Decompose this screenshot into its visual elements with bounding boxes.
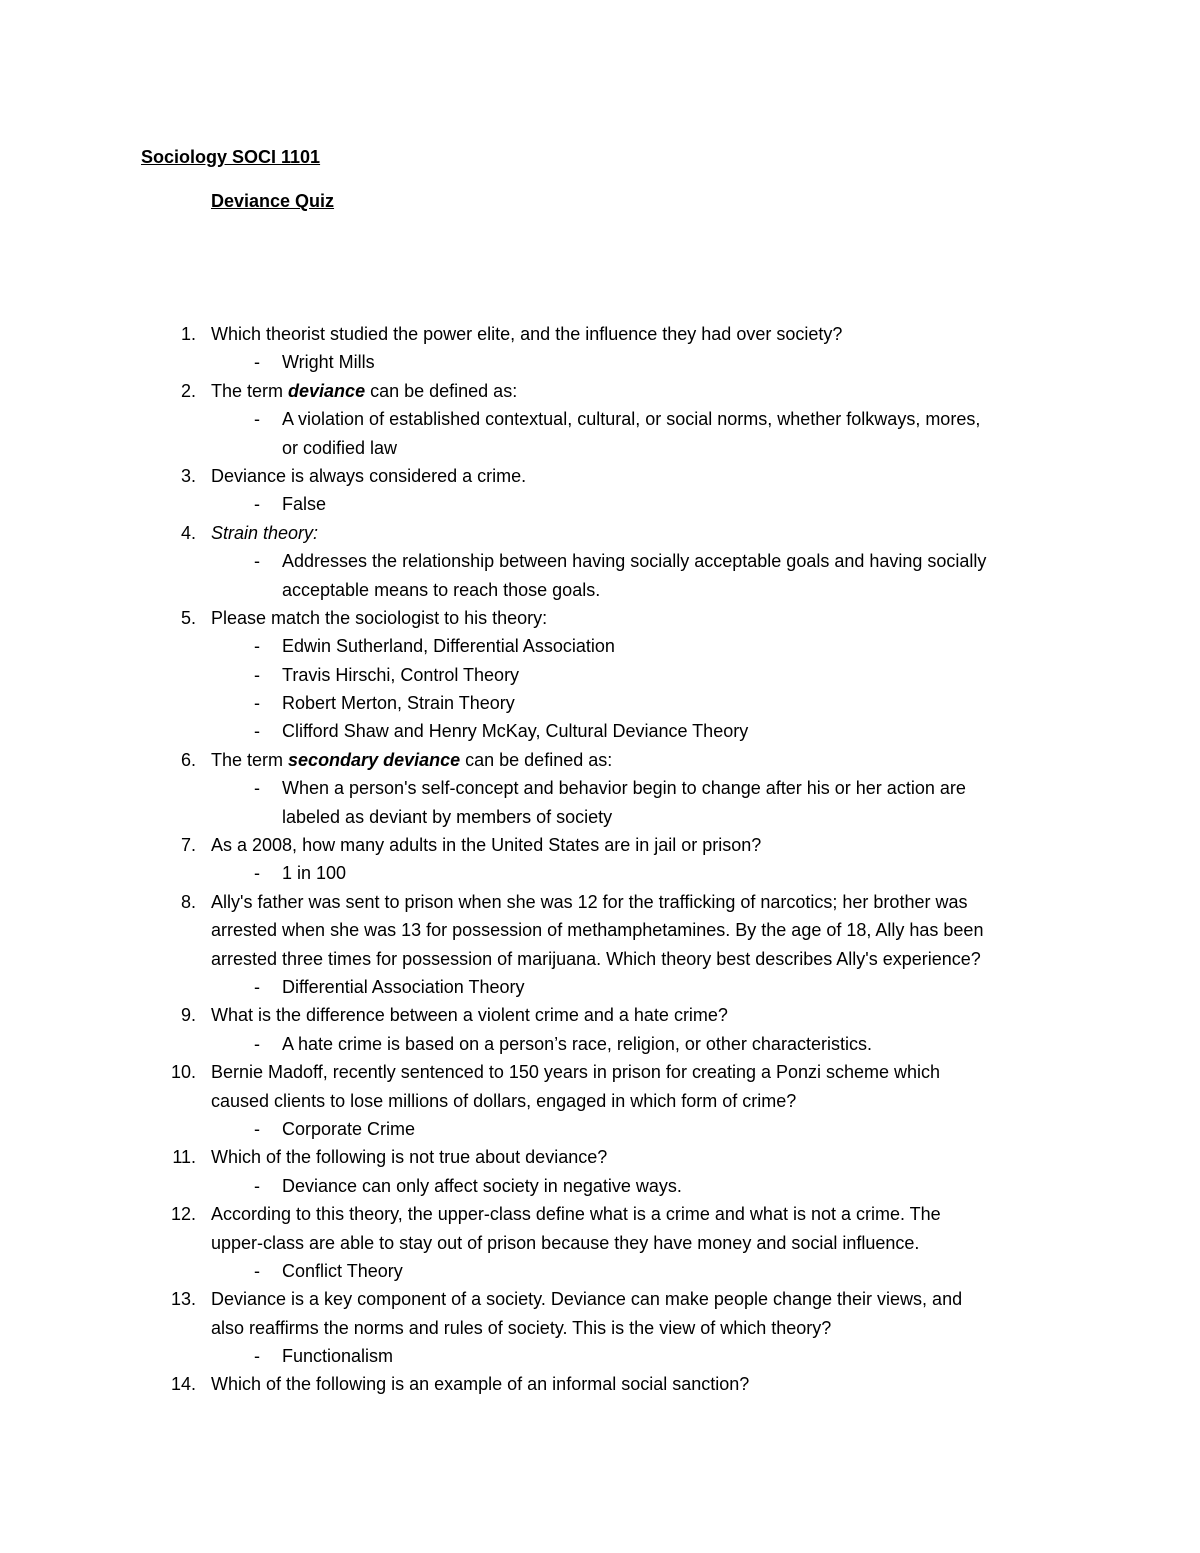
question-text-segment: Which of the following is not true about deviance? [211,1147,608,1168]
answer-dash: - [254,664,260,685]
answer-line [0,774,1200,802]
answer-line [0,1115,1200,1143]
question-line [0,462,1200,490]
question-list [0,320,1200,1399]
question-line [0,377,1200,405]
question-number: 6. [180,749,196,770]
question-text-segment: The term [211,380,289,401]
answer-text: or codified law [282,437,398,458]
question-text [211,377,517,405]
answer-line [0,348,1200,376]
answer-line [0,1030,1200,1058]
answer-line [0,632,1200,660]
answer-text: Deviance can only affect society in negative ways. [282,1175,682,1196]
question-line [0,320,1200,348]
answer-line [0,973,1200,1001]
question-text-segment: can be defined as: [460,749,613,770]
emphasized-term: secondary deviance [288,749,461,770]
answer-text: Edwin Sutherland, Differential Association [282,636,615,657]
answer-dash: - [254,1033,260,1054]
answer-text: Robert Merton, Strain Theory [282,693,515,714]
question-line [0,1370,1200,1398]
question-line [0,604,1200,632]
question-text [211,1058,940,1086]
question-text-segment: Ally's father was sent to prison when she was 12 for the trafficking of narcotics; her brother was [211,891,968,912]
question-text [211,945,981,973]
answer-text: Differential Association Theory [282,976,525,997]
question-text-segment: also reaffirms the norms and rules of society. This is the view of which theory? [211,1317,832,1338]
answer-line-continued [0,576,1200,604]
question-text [211,1200,941,1228]
question-number: 1. [180,324,196,344]
question-line-continued [0,916,1200,944]
answer-text: When a person's self-concept and behavior begin to change after his or her action are [282,778,966,799]
question-text [211,916,983,944]
answer-dash: - [254,778,260,799]
question-number: 8. [180,891,196,912]
course-title: Sociology SOCI 1101 [141,147,321,167]
question-text [211,320,842,348]
question-text-segment: Which of the following is an example of an informal social sanction? [211,1374,750,1395]
question-text-segment: What is the difference between a violent crime and a hate crime? [211,1005,728,1026]
question-text-segment: Deviance is a key component of a society. Deviance can make people change their views, and [211,1289,963,1310]
question-number: 5. [180,607,196,628]
answer-text: labeled as deviant by members of society [282,806,613,827]
question-line [0,1143,1200,1171]
answer-line [0,859,1200,887]
answer-line [0,490,1200,518]
question-text-segment: According to this theory, the upper-class define what is a crime and what is not a crime. The [211,1204,941,1225]
emphasized-term: Strain theory: [211,522,319,543]
answer-dash: - [254,693,260,714]
question-text [211,1229,919,1257]
answer-line [0,1257,1200,1285]
answer-dash: - [254,636,260,657]
answer-dash: - [254,1175,260,1196]
question-number: 4. [180,522,196,543]
answer-line [0,1342,1200,1370]
answer-text: Conflict Theory [282,1260,403,1281]
answer-text: Addresses the relationship between having socially acceptable goals and having socially [282,551,987,572]
question-line [0,746,1200,774]
question-line-continued [0,945,1200,973]
answer-text: Clifford Shaw and Henry McKay, Cultural Deviance Theory [282,721,749,742]
question-text [211,1087,796,1115]
question-text-segment: can be defined as: [365,380,518,401]
question-number: 3. [180,465,196,486]
answer-line [0,717,1200,745]
question-number: 14. [170,1374,196,1395]
question-line [0,1058,1200,1086]
question-line [0,1285,1200,1313]
answer-dash: - [254,721,260,742]
answer-text: A hate crime is based on a person’s race, religion, or other characteristics. [282,1033,872,1054]
answer-dash: - [254,551,260,572]
question-line [0,831,1200,859]
question-line [0,1200,1200,1228]
question-text-segment: Bernie Madoff, recently sentenced to 150 years in prison for creating a Ponzi scheme which [211,1062,941,1083]
answer-text: Wright Mills [282,352,375,373]
question-text-segment: arrested three times for possession of marijuana. Which theory best describes Ally's experience? [211,948,981,969]
question-line [0,888,1200,916]
question-line [0,1001,1200,1029]
question-text-segment: Please match the sociologist to his theory: [211,607,548,628]
question-number: 10. [170,1062,196,1083]
answer-dash: - [254,976,260,997]
question-line-continued [0,1087,1200,1115]
answer-dash: - [254,1260,260,1281]
question-text [211,519,318,547]
answer-text: acceptable means to reach those goals. [282,579,601,600]
answer-text: A violation of established contextual, cultural, or social norms, whether folkways, mores, [282,409,981,430]
answer-text: Corporate Crime [282,1118,416,1139]
question-number: 7. [180,835,196,856]
question-number: 13. [170,1289,196,1310]
answer-line-continued [0,434,1200,462]
answer-dash: - [254,1346,260,1367]
question-text-segment: Which theorist studied the power elite, and the influence they had over society? [211,324,843,344]
answer-text: Functionalism [282,1346,394,1367]
answer-dash: - [254,409,260,430]
question-text [211,1285,962,1313]
question-text-segment: Deviance is always considered a crime. [211,465,527,486]
question-text-segment: The term [211,749,289,770]
question-text [211,1370,749,1398]
question-text [211,1314,831,1342]
question-text [211,462,526,490]
answer-line [0,689,1200,717]
question-line-continued [0,1229,1200,1257]
question-text-segment: upper-class are able to stay out of prison because they have money and social influence. [211,1232,920,1253]
answer-text: Travis Hirschi, Control Theory [282,664,520,685]
question-text [211,746,612,774]
question-text [211,888,967,916]
question-text-segment: caused clients to lose millions of dollars, engaged in which form of crime? [211,1090,797,1111]
answer-line [0,405,1200,433]
question-text [211,604,547,632]
answer-line [0,1172,1200,1200]
emphasized-term: deviance [288,380,366,401]
answer-dash: - [254,494,260,515]
answer-text: False [282,494,327,515]
answer-dash: - [254,863,260,884]
question-number: 11. [172,1147,196,1168]
question-number: 9. [180,1005,196,1026]
question-text [211,1143,607,1171]
question-text-segment: As a 2008, how many adults in the United States are in jail or prison? [211,835,762,856]
question-number: 12. [170,1204,196,1225]
answer-line-continued [0,803,1200,831]
answer-line [0,547,1200,575]
answer-dash: - [254,1118,260,1139]
question-text-segment: arrested when she was 13 for possession of methamphetamines. By the age of 18, Ally has been [211,920,984,941]
answer-text: 1 in 100 [282,863,347,884]
question-line-continued [0,1314,1200,1342]
answer-line [0,661,1200,689]
quiz-title: Deviance Quiz [211,191,335,211]
question-text [211,831,761,859]
question-number: 2. [180,380,196,401]
question-line [0,519,1200,547]
answer-dash: - [254,352,260,373]
question-text [211,1001,728,1029]
